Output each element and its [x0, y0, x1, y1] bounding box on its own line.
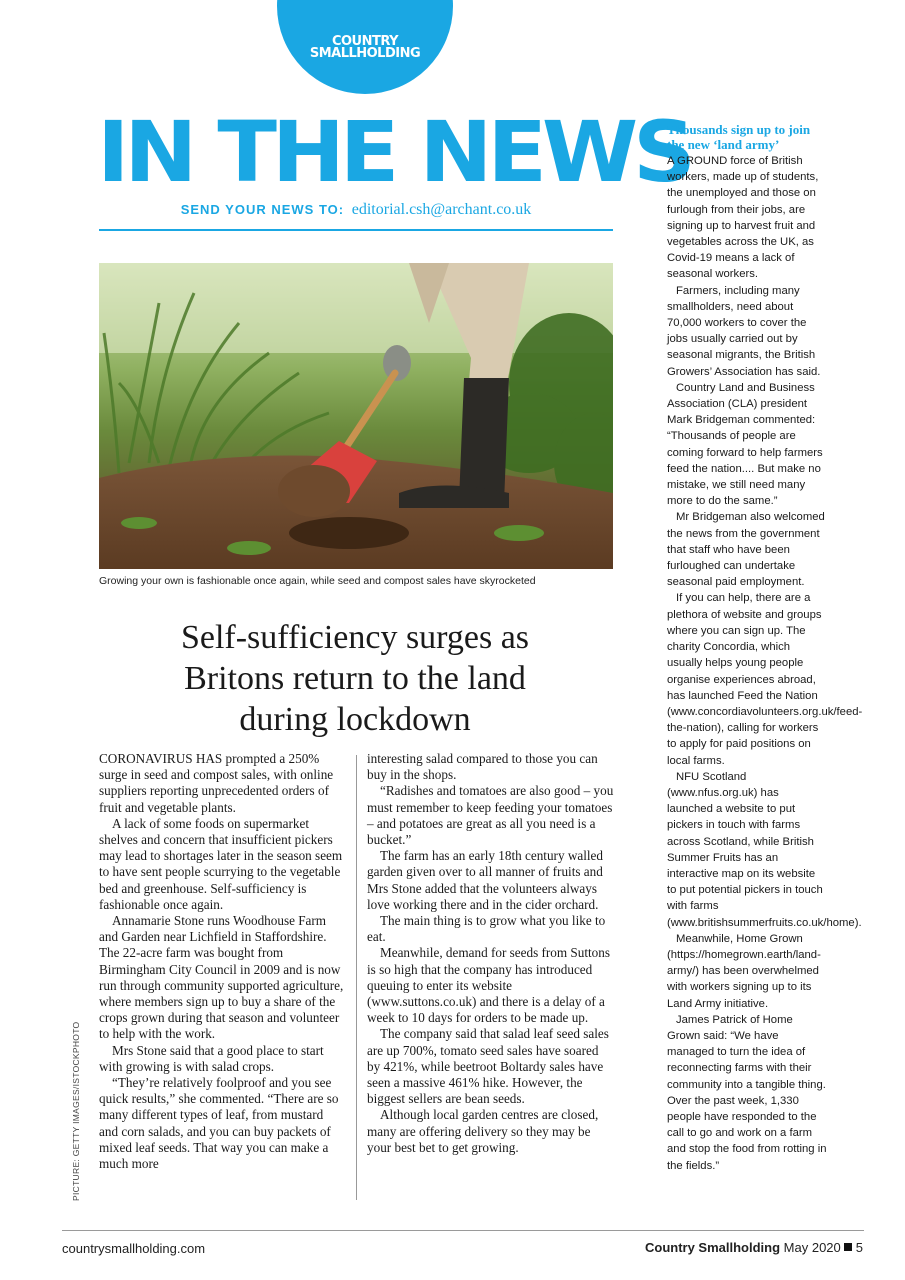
header-divider	[99, 229, 613, 231]
sidebar-paragraph: A GROUND force of British workers, made up of students, the unemployed and those on furlough from their jobs, are signing up to harvest fruit and vegetables across the UK, as Covid-19 means a lack of seasonal workers.	[667, 155, 819, 281]
article-paragraph: The company said that salad leaf seed sales are up 700%, tomato seed sales have soared by 421%, while beetroot Boltardy sales have seen a massive 461% hike. However, the biggest sellers are bean seeds.	[367, 1026, 609, 1107]
footer-folio	[645, 1240, 863, 1255]
article-paragraph: Annamarie Stone runs Woodhouse Farm and Garden near Lichfield in Staffordshire. The 22-acre farm was bought from Birmingham City Council in 2009 and is now run through community supported agriculture, where members sign up to buy a share of the crops grown during that season and volunteer to help with the work.	[99, 913, 344, 1042]
send-news-label: SEND YOUR NEWS TO:	[180, 202, 345, 217]
column-divider	[356, 755, 357, 1200]
article-paragraph: interesting salad compared to those you can buy in the shops.	[367, 751, 598, 783]
article-paragraph: Although local garden centres are closed, many are offering delivery so they may be your best bet to get growing.	[367, 1107, 599, 1155]
footer-page-number: 5	[855, 1240, 863, 1255]
article-paragraph: The farm has an early 18th century walled garden given over to all manner of fruits and Mrs Stone added that the volunteers always love working there and in the cider orchard.	[367, 848, 603, 912]
send-news-email[interactable]: editorial.csh@archant.co.uk	[351, 201, 532, 218]
footer-divider	[62, 1230, 864, 1231]
brand-line-country: COUNTRY	[331, 34, 399, 49]
article-headline: Self-sufficiency surges as Britons return to the land during lockdown	[180, 619, 530, 738]
sidebar-paragraph: Country Land and Business Association (CLA) president Mark Bridgeman commented: “Thousands of people are coming forward to help farmers feed the nation.... But make no mistake, we still need many more to do the same.”	[667, 381, 823, 508]
sidebar-headline: Thousands sign up to join the new ‘land army’	[667, 122, 811, 152]
article-paragraph: “Radishes and tomatoes are also good – you must remember to keep feeding your tomatoes – and potatoes are great as all you need is a bucket.”	[367, 783, 614, 848]
article-paragraph: “They’re relatively foolproof and you see quick results,” she commented. “There are so many different types of leaf, from mustard and corn salads, and you can buy packets of mixed leaf seeds. That way you can make a much more	[99, 1075, 339, 1172]
brand-logo-text	[277, 36, 453, 60]
footer-website[interactable]: countrysmallholding.com	[62, 1241, 206, 1256]
sidebar-paragraph: Mr Bridgeman also welcomed the news from the government that staff who have been furloughed can undertake seasonal paid employment.	[667, 511, 825, 589]
send-news-line	[99, 201, 613, 219]
sidebar-paragraph: NFU Scotland (www.nfus.org.uk) has launched a website to put pickers in touch with farms across Scotland, while British Summer Fruits has an interactive map on its website to put potential pickers in touch with farms (www.britishsummerfruits.co.uk/home).	[667, 770, 862, 929]
photo-caption: Growing your own is fashionable once again, while seed and compost sales have skyrocketed	[99, 575, 536, 587]
sidebar-paragraph: If you can help, there are a plethora of website and groups where you can sign up. The charity Concordia, which usually helps young people organise experiences abroad, has launched Feed the Nation (www.concordiavolunteers.org.uk/feed-the-nation), calling for workers to apply for paid positions on local farms.	[667, 592, 863, 767]
sidebar-paragraph: Meanwhile, Home Grown (https://homegrown.earth/land-army/) has been overwhelmed with workers signing up to its Land Army initiative.	[667, 932, 821, 1010]
footer-issue: May 2020	[783, 1240, 841, 1255]
sidebar-paragraph: James Patrick of Home Grown said: “We have managed to turn the idea of reconnecting farms with their community into a tangible thing. Over the past week, 1,330 people have responded to the call to go and work on a farm and stop the food from rotting in the fields.”	[667, 1013, 827, 1172]
article-photo	[99, 263, 613, 569]
brand-logo-circle	[277, 0, 453, 94]
section-title: IN THE NEWS	[97, 103, 691, 201]
sidebar-story	[667, 122, 863, 1174]
article-paragraph: Meanwhile, demand for seeds from Suttons is so high that the company has introduced queuing to enter its website (www.suttons.co.uk) and there is a delay of a week to 10 days for orders to be made up.	[367, 945, 611, 1026]
footer-magazine-name: Country Smallholding	[644, 1240, 781, 1255]
article-paragraph: Mrs Stone said that a good place to start with growing is with salad crops.	[99, 1042, 324, 1074]
article-paragraph: A lack of some foods on supermarket shelves and concern that insufficient pickers may lead to shortages later in the season seem to have sent people scurrying to the vegetable bed and greenhouse. Self-sufficiency is fashionable once again.	[99, 815, 343, 912]
article-column-2	[367, 751, 614, 1156]
article-paragraph: The main thing is to grow what you like to eat.	[367, 913, 606, 945]
square-bullet-icon	[844, 1243, 852, 1251]
photo-credit: PICTURE: GETTY IMAGES/ISTOCKPHOTO	[71, 1021, 81, 1201]
sidebar-paragraph: Farmers, including many smallholders, need about 70,000 workers to cover the jobs usually carried out by seasonal migrants, the British Growers’ Association has said.	[667, 284, 821, 378]
article-column-1	[99, 751, 344, 1172]
article-paragraph: CORONAVIRUS HAS prompted a 250% surge in seed and compost sales, with online suppliers reporting unprecedented orders of fruit and vegetable plants.	[99, 751, 334, 815]
brand-line-smallholding: SMALLHOLDING	[309, 46, 421, 61]
